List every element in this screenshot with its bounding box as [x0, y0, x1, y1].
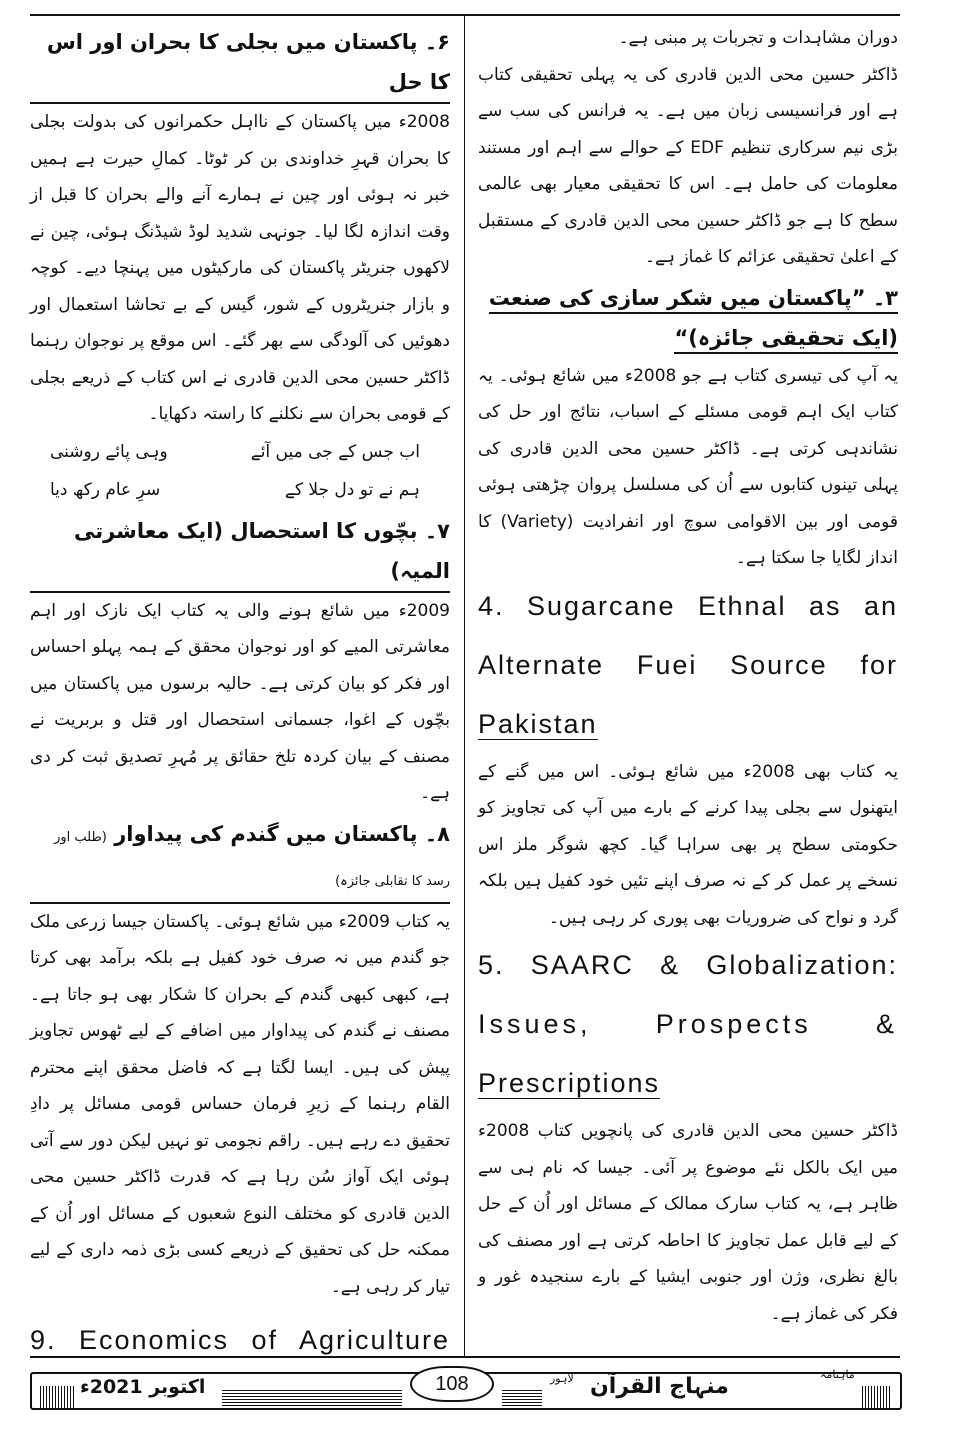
verse-hemistich: ہم نے تو دل جلا کے	[284, 479, 420, 500]
city-label: لاہور	[550, 1372, 574, 1385]
verse-line-1	[30, 433, 450, 471]
issue-date: اکتوبر 2021ء	[80, 1376, 206, 1398]
ornament-hatch	[222, 1390, 402, 1406]
column-divider	[464, 14, 465, 1356]
english-heading-4-line3: Pakistan	[478, 708, 598, 739]
ornament-hatch	[502, 1390, 542, 1406]
right-column	[478, 20, 898, 1332]
ornament-hatch	[40, 1386, 76, 1408]
verse-hemistich: وہی پائے روشنی	[50, 441, 168, 462]
left-column	[30, 20, 450, 1370]
paragraph: 2009ء میں شائع ہونے والی یہ کتاب ایک نازک اور اہم معاشرتی المیے کو اور نوجوان محقق کے ہمہ پہلو احساس اور فکر کو بیان کرتی ہے۔ حالیہ برسوں میں پاکستان میں بچّوں کے اغوا، جسمانی استحصال اور قتل و بربریت نے مصنف کے بیان کردہ تلخ حقائق پر مُہرِ تصدیق ثبت کر دی ہے۔	[30, 600, 450, 803]
section-heading-3: ۳۔ ”پاکستان میں شکر سازی کی صنعت (ایک تحقیقی جائزہ)“	[478, 278, 898, 358]
verse-hemistich: اب جس کے جی میں آئے	[250, 441, 420, 462]
english-heading-4-line1: 4. Sugarcane Ethnal as an	[478, 590, 898, 621]
english-heading-5-line3: Prescriptions	[478, 1068, 661, 1098]
paragraph: 2008ء میں پاکستان کے نااہل حکمرانوں کی بدولت بجلی کا بحران قہرِ خداوندی بن کر ٹوٹا۔ کمالِ حیرت ہے ہمیں خبر نہ ہوئی اور چین نے ہمارے آنے والے بحران کا قبل از وقت اندازہ لگا لیا۔ جونہی شدید لوڈ شیڈنگ ہوئی، چین نے لاکھوں جنریٹر پاکستان کی مارکیٹوں میں پہنچا دیے۔ کوچہ و بازار جنریٹروں کے شور، گیس کے بے تحاشا استعمال اور دھوئیں کی آلودگی سے بھر گئے۔ اس موقع پر نوجوان رہنما ڈاکٹر حسین محی الدین قادری نے اس کتاب کے ذریعے بجلی کے قومی بحران سے نکلنے کا راستہ دکھایا۔	[30, 112, 450, 424]
top-rule	[30, 14, 900, 16]
page-footer	[30, 1366, 900, 1412]
verse-line-2	[30, 471, 450, 509]
english-heading-9: 9. Economics of Agriculture	[30, 1325, 450, 1355]
page-number: 108	[410, 1366, 494, 1402]
paragraph: ڈاکٹر حسین محی الدین قادری کی پانچویں کتاب 2008ء میں ایک بالکل نئے موضوع پر آئی۔ جیسا کہ نام ہی سے ظاہر ہے، یہ کتاب سارک ممالک کے مسائل اور اُن کے حل کے لیے قابل عمل تجاویز کا احاطہ کرتی ہے اور مصنف کی بالغ نظری، وژن اور جنوبی ایشیا کے بارے سنجیدہ غور و فکر کی غماز ہے۔	[478, 1121, 898, 1324]
magazine-title: منہاج القرآن	[590, 1374, 729, 1399]
english-heading-4-line2: Alternate Fuei Source for	[478, 649, 898, 680]
heading-subtitle: (طلب اور رسد کا تقابلی جائزہ)	[54, 829, 450, 889]
english-heading-5-line1: 5. SAARC & Globalization:	[478, 950, 898, 980]
verse-hemistich: سرِ عام رکھ دیا	[50, 479, 161, 500]
section-heading-6: ۶۔ پاکستان میں بجلی کا بحران اور اس کا حل	[30, 22, 450, 104]
paragraph: دوران مشاہدات و تجربات پر مبنی ہے۔	[618, 28, 898, 48]
paragraph: یہ آپ کی تیسری کتاب ہے جو 2008ء میں شائع ہوئی۔ یہ کتاب ایک اہم قومی مسئلے کے اسباب، نتائج اور حل کی نشاندہی کرتی ہے۔ ڈاکٹر حسین محی الدین قادری کی پہلی تینوں کتابوں سے اُن کی مسلسل پروان چڑھتی ہوئی قومی اور بین الاقوامی سوچ اور انفرادیت (Variety) کا انداز لگایا جا سکتا ہے۔	[478, 365, 899, 568]
heading-text: ۸۔ پاکستان میں گندم کی پیداوار	[114, 821, 450, 846]
section-heading-8	[30, 814, 450, 904]
english-heading-5-line2: Issues, Prospects &	[478, 1009, 898, 1039]
monthly-label: ماہنامہ	[820, 1368, 855, 1381]
paragraph: یہ کتاب 2009ء میں شائع ہوئی۔ پاکستان جیسا زرعی ملک جو گندم میں نہ صرف خود کفیل ہے بلکہ برآمد بھی کرتا ہے، کبھی کبھی گندم کے بحران کا شکار بھی ہو جاتا ہے۔ مصنف نے گندم کی پیداوار میں اضافے کے لیے ٹھوس تجاویز پیش کی ہیں۔ ایسا لگتا ہے کہ فاضل محقق اپنے محترم القام رہنما کے زیرِ فرمان حساس قومی مسائل پر دادِ تحقیق دے رہے ہیں۔ راقم نجومی تو نہیں لیکن دور سے آتی ہوئی ایک آواز سُن رہا ہے کہ قدرت ڈاکٹر حسین محی الدین قادری کو مختلف النوع شعبوں کے مسائل اور اُن کے ممکنہ حل کی تحقیق کے ذریعے کسی بڑی ذمہ داری کے لیے تیار کر رہی ہے۔	[30, 911, 450, 1297]
ornament-hatch	[862, 1386, 892, 1408]
paragraph: ڈاکٹر حسین محی الدین قادری کی یہ پہلی تحقیقی کتاب ہے اور فرانسیسی زبان میں ہے۔ یہ فرانس کی سب سے بڑی نیم سرکاری تنظیم EDF کے حوالے سے اہم اور مستند معلومات کی حامل ہے۔ اس کا تحقیقی معیار بھی عالمی سطح کا ہے جو ڈاکٹر حسین محی الدین قادری کے مستقبل کے اعلیٰ تحقیقی عزائم کا غماز ہے۔	[478, 64, 899, 267]
paragraph: یہ کتاب بھی 2008ء میں شائع ہوئی۔ اس میں گنے کے ایتھنول سے بجلی پیدا کرنے کے بارے میں آپ کی تجاویز کو حکومتی سطح پر بھی سراہا گیا۔ کچھ شوگر ملز اس نسخے پر عمل کر کے نہ صرف اپنے تئیں خود کفیل ہیں بلکہ گرد و نواح کی ضروریات بھی پوری کر رہی ہیں۔	[478, 761, 898, 928]
section-heading-7: ۷۔ بچّوں کا استحصال (ایک معاشرتی المیہ)	[30, 511, 450, 593]
